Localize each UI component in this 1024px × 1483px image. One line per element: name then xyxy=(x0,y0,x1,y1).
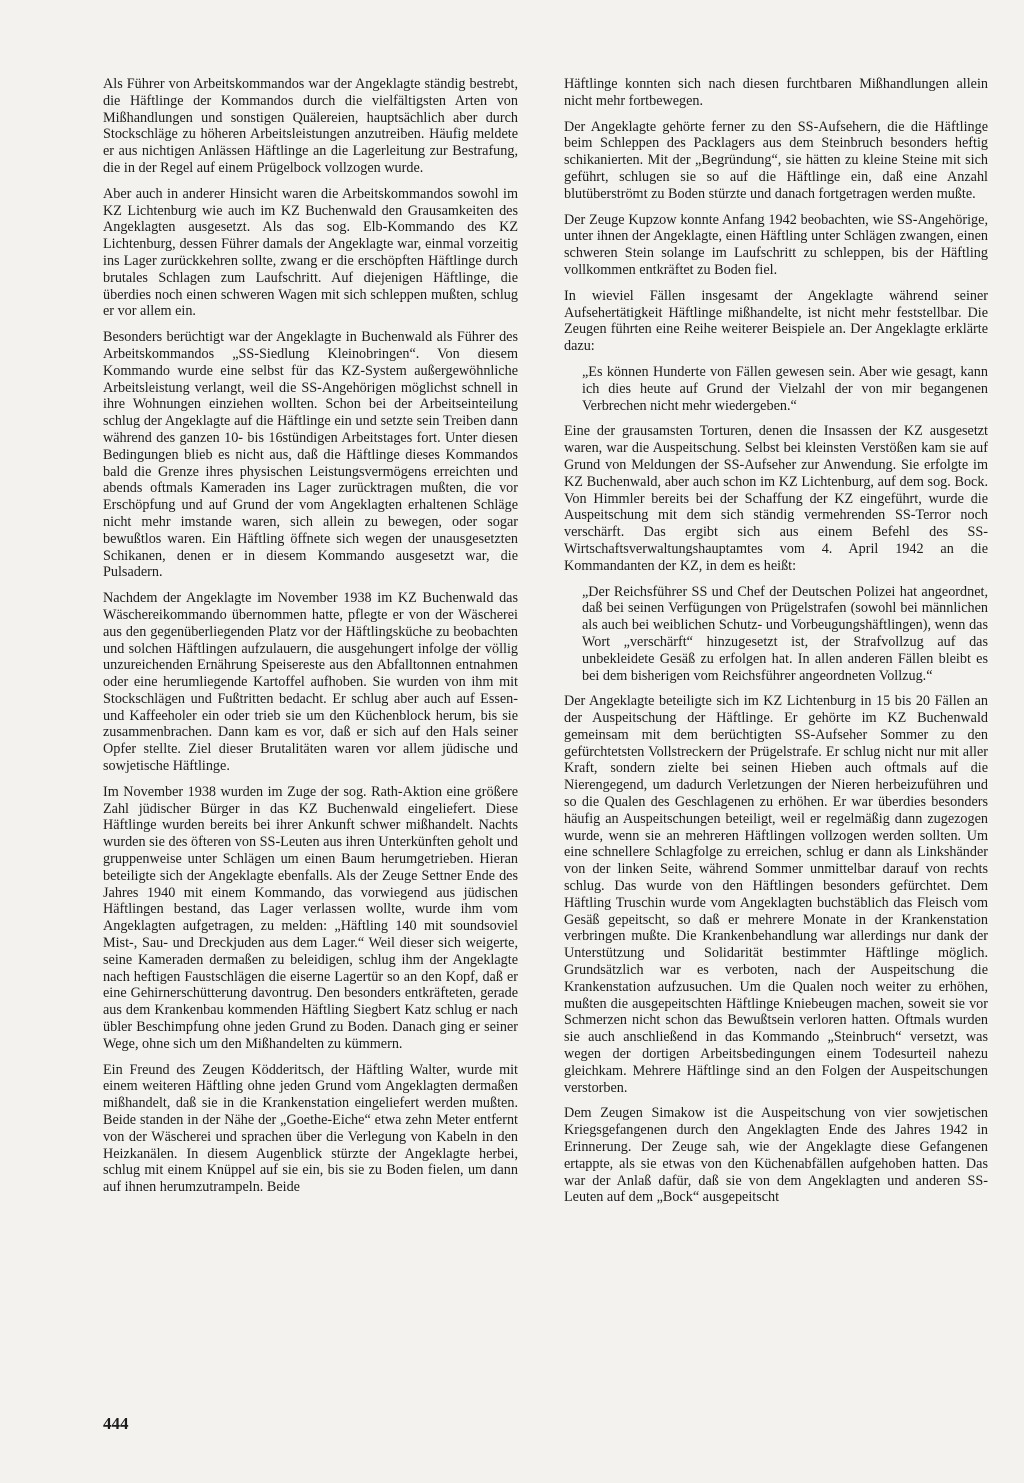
paragraph: Dem Zeugen Simakow ist die Auspeitschung von vier sowjetischen Kriegsgefangenen durch den Angeklagten Ende des Jahres 1942 in Erinnerung. Der Zeuge sah, wie der Angeklagte diese Gefangenen ertappte, als sie etwas von den Küchenabfällen aufgehoben hatten. Das war der Anlaß dafür, daß sie von dem Angeklagten und anderen SS-Leuten auf dem „Bock“ ausgepeitscht xyxy=(564,1105,988,1206)
paragraph: Eine der grausamsten Torturen, denen die Insassen der KZ ausgesetzt waren, war die Auspeitschung. Selbst bei kleinsten Verstößen kam sie auf Grund von Meldungen der SS-Aufseher zur Anwendung. Sie erfolgte im KZ Buchenwald, aber auch schon im KZ Lichtenburg, auf dem sog. Bock. Von Himmler bereits bei der Schaffung der KZ eingeführt, wurde die Auspeitschung mit dem sich ständig vermehrenden SS-Terror noch verschärft. Das ergibt sich aus einem Befehl des SS-Wirtschaftsverwaltungshauptamtes vom 4. April 1942 an die Kommandanten der KZ, in dem es heißt: xyxy=(564,423,988,574)
paragraph: Der Zeuge Kupzow konnte Anfang 1942 beobachten, wie SS-Angehörige, unter ihnen der Angeklagte, einen Häftling unter Schlägen zwangen, einen schweren Stein solange im Laufschritt zu schleppen, bis der Häftling vollkommen entkräftet zu Boden fiel. xyxy=(564,211,988,278)
block-quote: „Es können Hunderte von Fällen gewesen sein. Aber wie gesagt, kann ich dies heute auf Grund der Vielzahl der von mir begangenen Verbrechen nicht mehr wiedergeben.“ xyxy=(582,363,988,414)
paragraph: Im November 1938 wurden im Zuge der sog. Rath-Aktion eine größere Zahl jüdischer Bürger in das KZ Buchenwald eingeliefert. Diese Häftlinge wurden bereits bei ihrer Ankunft schwer mißhandelt. Nachts wurden sie des öfteren von SS-Leuten aus ihren Unterkünften geholt und gruppenweise unter Schlägen um einen Baum herumgetrieben. Hieran beteiligte sich der Angeklagte ebenfalls. Als der Zeuge Settner Ende des Jahres 1940 mit einem Kommando, das vorwiegend aus jüdischen Häftlingen bestand, das Lager verlassen wollte, wurde ihm vom Angeklagten aufgetragen, zu melden: „Häftling 140 mit soundsoviel Mist-, Sau- und Dreckjuden aus dem Lager.“ Weil dieser sich weigerte, seine Kameraden dermaßen zu beleidigen, schlug ihm der Angeklagte nach heftigen Faustschlägen die eiserne Lagertür so an den Kopf, daß er eine Gehirnerschütterung davontrug. Den besonders entkräfteten, gerade aus dem Krankenbau kommenden Häftling Siegbert Katz schlug er nach übler Beschimpfung ohne jeden Grund zu Boden. Danach ging er seiner Wege, ohne sich um den Mißhandelten zu kümmern. xyxy=(103,783,518,1052)
left-text-column xyxy=(103,76,518,1205)
paragraph: Besonders berüchtigt war der Angeklagte in Buchenwald als Führer des Arbeitskommandos „SS-Siedlung Kleinobringen“. Von diesem Kommando wurde eine selbst für das KZ-System außergewöhnliche Arbeitsleistung verlangt, weil die SS-Angehörigen möglichst schnell in ihre Wohnungen einziehen wollten. Schon bei der Arbeitseinteilung schlug der Angeklagte auf die Häftlinge ein und setzte sein Treiben dann während des ganzen 10- bis 16stündigen Arbeitstages fort. Unter diesen Bedingungen blieb es nicht aus, daß die Häftlinge dieses Kommandos bald die Grenze ihres physischen Leistungsvermögens erreichten und abends oftmals Kameraden ins Lager zurücktragen mußten, die vor Erschöpfung und auf Grund der vom Angeklagten erhaltenen Schläge nicht mehr imstande waren, sich allein zu bewegen, oder sogar bewußtlos waren. Ein Häftling öffnete sich wegen der unausgesetzten Schikanen, denen er in diesem Kommando ausgesetzt war, die Pulsadern. xyxy=(103,329,518,581)
paragraph: Der Angeklagte beteiligte sich im KZ Lichtenburg in 15 bis 20 Fällen an der Auspeitschung der Häftlinge. Er gehörte im KZ Buchenwald gemeinsam mit dem berüchtigten SS-Aufseher Sommer zu den gefürchtetsten Vollstreckern der Prügelstrafe. Er schlug nicht nur mit aller Kraft, sondern zielte bei seinen Hieben auch oftmals auf die Nierengegend, um dadurch Verletzungen der Nieren herbeizuführen und so die Qualen des Geschlagenen zu erhöhen. Er war überdies besonders häufig an Auspeitschungen beteiligt, weil er regelmäßig dann zugezogen wurde, wenn sie an mehreren Häftlingen vollzogen werden sollten. Um eine schnellere Schlagfolge zu erreichen, schlug er dann als Linkshänder von der linken Seite, während Sommer unmittelbar darauf von rechts schlug. Das wurde von den Häftlingen besonders gefürchtet. Dem Häftling Truschin wurde vom Angeklagten buchstäblich das Fleisch vom Gesäß gepeitscht, so daß er mehrere Monate in der Krankenstation verbringen mußte. Die Krankenbehandlung war allerdings nur dank der Unterstützung und Solidarität bestimmter Häftlinge möglich. Grundsätzlich war es verboten, nach der Auspeitschung die Krankenstation aufzusuchen. Um die Qualen noch weiter zu erhöhen, mußten die ausgepeitschten Häftlinge Kniebeugen machen, soweit sie vor Schmerzen nicht schon das Bewußtsein verloren hatten. Oftmals wurden sie auch anschließend in das Kommando „Steinbruch“ versetzt, was wegen der dortigen Arbeitsbedingungen einem Todesurteil nahezu gleichkam. Mehrere Häftlinge sind an den Folgen der Auspeitschungen verstorben. xyxy=(564,693,988,1096)
page-number: 444 xyxy=(103,1414,129,1433)
paragraph: Als Führer von Arbeitskommandos war der Angeklagte ständig bestrebt, die Häftlinge der Kommandos durch die vielfältigsten Arten von Mißhandlungen und sonstigen Quälereien, hauptsächlich aber durch Stockschläge zu höheren Arbeitsleistungen anzutreiben. Häufig meldete er aus nichtigen Anlässen Häftlinge an die Lagerleitung zur Bestrafung, die in der Regel auf einem Prügelbock vollzogen wurde. xyxy=(103,76,518,176)
paragraph: Der Angeklagte gehörte ferner zu den SS-Aufsehern, die die Häftlinge beim Schleppen des Packlagers aus dem Steinbruch besonders heftig schikanierten. Mit der „Begründung“, sie hätten zu kleine Steine mit sich geführt, schlugen sie so auf die Häftlinge ein, daß eine Anzahl blutüberströmt zu Boden stürzte und danach fortgetragen werden mußte. xyxy=(564,118,988,202)
paragraph: In wieviel Fällen insgesamt der Angeklagte während seiner Aufsehertätigkeit Häftlinge mißhandelte, ist nicht mehr feststellbar. Die Zeugen führten eine Reihe weiterer Beispiele an. Der Angeklagte erklärte dazu: xyxy=(564,287,988,355)
right-text-column xyxy=(564,76,988,1215)
paragraph: Häftlinge konnten sich nach diesen furchtbaren Mißhandlungen allein nicht mehr fortbewegen. xyxy=(564,76,988,109)
paragraph: Ein Freund des Zeugen Ködderitsch, der Häftling Walter, wurde mit einem weiteren Häftling ohne jeden Grund vom Angeklagten dermaßen mißhandelt, daß sie in die Krankenstation eingeliefert werden mußten. Beide standen in der Nähe der „Goethe-Eiche“ etwa zehn Meter entfernt von der Wäscherei und sprachen über die Verlegung von Kabeln in den Heizkanälen. In diesem Augenblick stürzte der Angeklagte herbei, schlug mit einem Knüppel auf sie ein, bis sie zu Boden fielen, um dann auf ihnen herumzutrampeln. Beide xyxy=(103,1061,518,1196)
paragraph: Nachdem der Angeklagte im November 1938 im KZ Buchenwald das Wäschereikommando übernommen hatte, pflegte er von der Wäscherei aus den gegenüberliegenden Platz vor der Häftlingsküche zu beobachten und solchen Häftlingen aufzulauern, die ausgehungert infolge der völlig unzureichenden Ernährung Speisereste aus den Abfalltonnen entnahmen oder eine herumliegende Kartoffel aufhoben. Sie wurden von ihm mit Stockschlägen und Fußtritten bedacht. Er schlug aber auch auf Essen- und Kaffeeholer ein oder trieb sie um den Küchenblock herum, bis sie zusammenbrachen. Dann kam es vor, daß er sich auf den Hals seiner Opfer stellte. Ziel dieser Brutalitäten waren vor allem jüdische und sowjetische Häftlinge. xyxy=(103,590,518,775)
paragraph: Aber auch in anderer Hinsicht waren die Arbeitskommandos sowohl im KZ Lichtenburg wie auch im KZ Buchenwald den Grausamkeiten des Angeklagten ausgesetzt. Als das sog. Elb-Kommando des KZ Lichtenburg, dessen Führer damals der Angeklagte war, einmal vorzeitig ins Lager zurückkehren sollte, zwang er die erschöpften Häftlinge durch brutales Schlagen zum Laufschritt. Auf diejenigen Häftlinge, die überdies noch einen schweren Wagen mit sich schleppen mußten, schlug er vor allem ein. xyxy=(103,185,518,320)
block-quote: „Der Reichsführer SS und Chef der Deutschen Polizei hat angeordnet, daß bei seinen Verfügungen von Prügelstrafen (sowohl bei männlichen als auch bei weiblichen Schutz- und Vorbeugungshäftlingen), wenn das Wort „verschärft“ hinzugesetzt ist, der Strafvollzug auf das unbekleidete Gesäß zu erfolgen hat. In allen anderen Fällen bleibt es bei dem bisherigen vom Reichsführer angeordneten Vollzug.“ xyxy=(582,583,988,684)
